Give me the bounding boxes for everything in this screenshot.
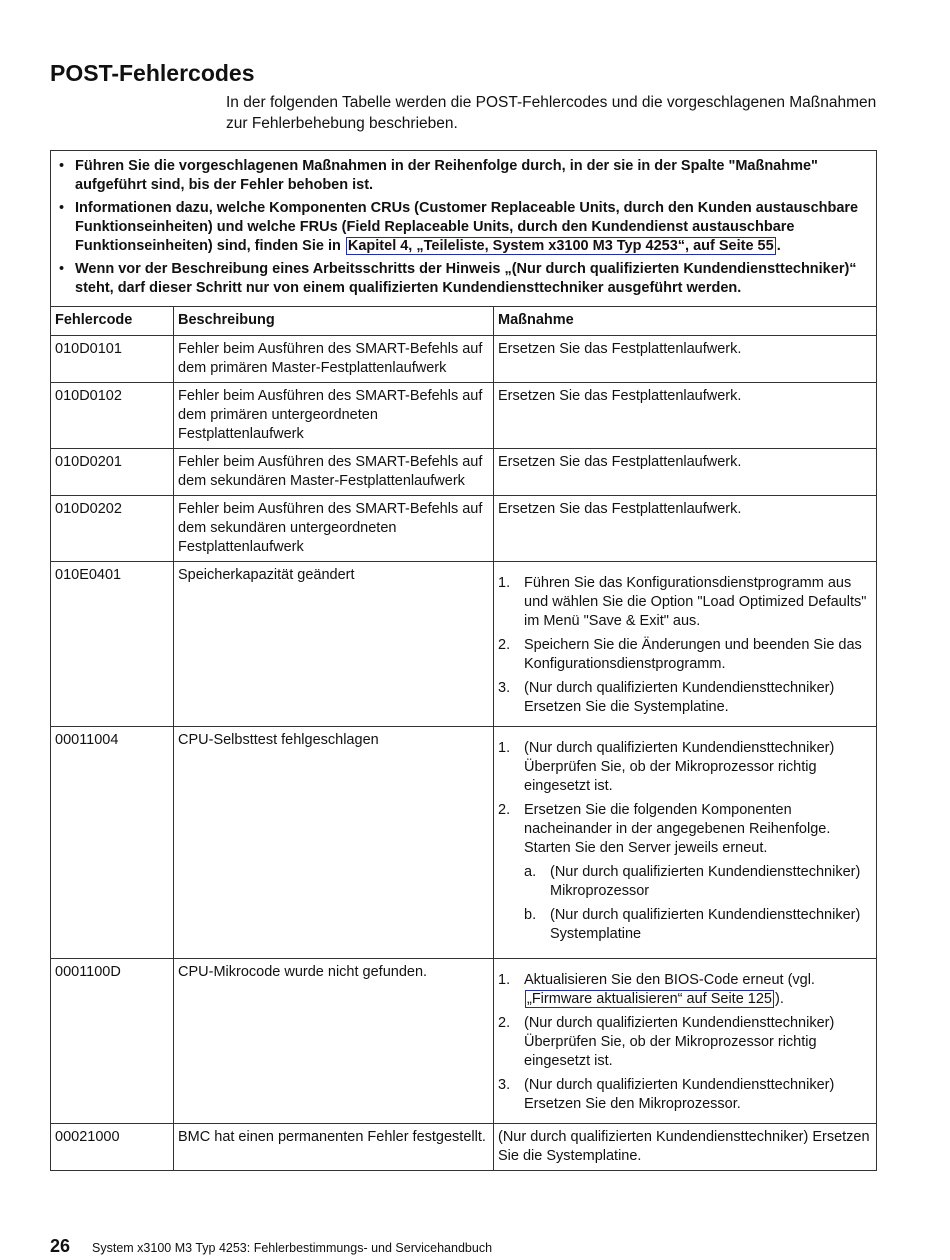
step-text-end: ).: [775, 991, 784, 1007]
table-row: [51, 562, 876, 727]
table-row: [51, 1124, 876, 1171]
error-description: Fehler beim Ausführen des SMART-Befehls auf dem sekundären untergeordneten Festplattenlaufwerk: [174, 496, 494, 562]
step-number: 2.: [498, 802, 511, 818]
error-code: 00021000: [51, 1124, 174, 1171]
sub-step-text: (Nur durch qualifizierten Kundendiensttechniker) Systemplatine: [550, 907, 861, 942]
action-steps: [498, 971, 870, 1114]
note-item: [57, 260, 868, 298]
error-action: Ersetzen Sie das Festplattenlaufwerk.: [494, 383, 877, 449]
table-row: [51, 496, 876, 562]
note-text-end: .: [776, 238, 781, 254]
action-step: [498, 636, 870, 674]
sub-step: [524, 863, 870, 901]
note-item: [57, 157, 868, 195]
error-code: 0001100D: [51, 959, 174, 1124]
action-step: [498, 679, 870, 717]
firmware-update-link[interactable]: „Firmware aktualisieren“ auf Seite 125: [527, 991, 772, 1007]
action-step: [498, 801, 870, 949]
action-step: [498, 1076, 870, 1114]
action-step: [498, 1014, 870, 1071]
action-steps: [498, 739, 870, 949]
error-code-table: [51, 306, 876, 1170]
note-text: Wenn vor der Beschreibung eines Arbeitsschritts der Hinweis „(Nur durch qualifizierten Kundendiensttechniker)“ steht, darf dieser Schritt nur von einem qualifizierten Kundendiensttechniker ausgeführt werden.: [75, 261, 857, 296]
bullet-icon: •: [59, 158, 65, 174]
note-text: [75, 199, 868, 256]
sub-step-text: (Nur durch qualifizierten Kundendiensttechniker) Mikroprozessor: [550, 864, 861, 899]
parts-list-link[interactable]: Kapitel 4, „Teileliste, System x3100 M3 Typ 4253“, auf Seite 55: [347, 238, 774, 254]
step-number: 2.: [498, 637, 511, 653]
error-description: Fehler beim Ausführen des SMART-Befehls auf dem primären untergeordneten Festplattenlaufwerk: [174, 383, 494, 449]
step-number: 2.: [498, 1015, 511, 1031]
error-description: CPU-Selbsttest fehlgeschlagen: [174, 727, 494, 959]
footer-title: System x3100 M3 Typ 4253: Fehlerbestimmungs- und Servicehandbuch: [92, 1241, 493, 1255]
header-code: Fehlercode: [51, 307, 174, 336]
sub-steps: [524, 863, 870, 944]
page-title: POST-Fehlercodes: [50, 60, 255, 86]
error-code: 010D0201: [51, 449, 174, 496]
table-row: [51, 959, 876, 1124]
page-number: 26: [50, 1236, 71, 1256]
step-text: [524, 801, 870, 949]
table-row: [51, 449, 876, 496]
step-text-main: Ersetzen Sie die folgenden Komponenten nacheinander in der angegebenen Reihenfolge. Starten Sie den Server jeweils erneut.: [524, 802, 831, 856]
error-code: 010D0102: [51, 383, 174, 449]
action-steps: [498, 574, 870, 717]
sub-step-letter: b.: [524, 907, 537, 923]
error-action: Ersetzen Sie das Festplattenlaufwerk.: [494, 336, 877, 383]
error-action: [494, 562, 877, 727]
step-number: 1.: [498, 740, 511, 756]
error-code: 010D0202: [51, 496, 174, 562]
intro-text: In der folgenden Tabelle werden die POST-Fehlercodes und die vorgeschlagenen Maßnahmen zur Fehlerbehebung beschrieben.: [226, 94, 877, 132]
bullet-icon: •: [59, 261, 65, 277]
step-number: 1.: [498, 575, 511, 591]
step-text: [524, 971, 870, 1009]
step-text-start: Aktualisieren Sie den BIOS-Code erneut (vgl.: [524, 972, 815, 988]
step-number: 3.: [498, 680, 511, 696]
step-number: 1.: [498, 972, 511, 988]
sub-step: [524, 906, 870, 944]
step-text: (Nur durch qualifizierten Kundendiensttechniker) Ersetzen Sie die Systemplatine.: [524, 680, 835, 715]
error-description: BMC hat einen permanenten Fehler festgestellt.: [174, 1124, 494, 1171]
error-action: Ersetzen Sie das Festplattenlaufwerk.: [494, 496, 877, 562]
page-footer: [50, 1236, 492, 1257]
action-step: [498, 739, 870, 796]
note-text-start: Informationen dazu, welche Komponenten CRUs (Customer Replaceable Units, durch den Kunden austauschbare Funktionseinheiten) und welche FRUs (Field Replaceable Units, durch den Kundendienst austauschbare Funktionseinheiten) sind, finden Sie in: [75, 200, 859, 254]
error-code-frame: [50, 150, 877, 1171]
action-step: [498, 971, 870, 1009]
step-text: Speichern Sie die Änderungen und beenden Sie das Konfigurationsdienstprogramm.: [524, 637, 862, 672]
step-text: (Nur durch qualifizierten Kundendiensttechniker) Überprüfen Sie, ob der Mikroprozessor richtig eingesetzt ist.: [524, 1015, 835, 1069]
step-text: (Nur durch qualifizierten Kundendiensttechniker) Überprüfen Sie, ob der Mikroprozessor richtig eingesetzt ist.: [524, 740, 835, 794]
note-item: [57, 199, 868, 256]
error-action: [494, 727, 877, 959]
error-code: 00011004: [51, 727, 174, 959]
table-row: [51, 383, 876, 449]
notes-box: [51, 151, 876, 306]
step-text: Führen Sie das Konfigurationsdienstprogramm aus und wählen Sie die Option "Load Optimized Defaults" im Menü "Save & Exit" aus.: [524, 575, 867, 629]
table-row: [51, 727, 876, 959]
step-text: (Nur durch qualifizierten Kundendiensttechniker) Ersetzen Sie den Mikroprozessor.: [524, 1077, 835, 1112]
error-description: CPU-Mikrocode wurde nicht gefunden.: [174, 959, 494, 1124]
action-step: [498, 574, 870, 631]
table-header-row: [51, 307, 876, 336]
header-description: Beschreibung: [174, 307, 494, 336]
error-code: 010D0101: [51, 336, 174, 383]
error-action: [494, 959, 877, 1124]
error-code: 010E0401: [51, 562, 174, 727]
table-row: [51, 336, 876, 383]
error-description: Fehler beim Ausführen des SMART-Befehls auf dem primären Master-Festplattenlaufwerk: [174, 336, 494, 383]
header-action: Maßnahme: [494, 307, 877, 336]
note-text: Führen Sie die vorgeschlagenen Maßnahmen in der Reihenfolge durch, in der sie in der Spalte "Maßnahme" aufgeführt sind, bis der Fehler behoben ist.: [75, 158, 818, 193]
error-description: Speicherkapazität geändert: [174, 562, 494, 727]
error-action: (Nur durch qualifizierten Kundendiensttechniker) Ersetzen Sie die Systemplatine.: [494, 1124, 877, 1171]
error-action: Ersetzen Sie das Festplattenlaufwerk.: [494, 449, 877, 496]
error-description: Fehler beim Ausführen des SMART-Befehls auf dem sekundären Master-Festplattenlaufwerk: [174, 449, 494, 496]
step-number: 3.: [498, 1077, 511, 1093]
bullet-icon: •: [59, 200, 65, 216]
sub-step-letter: a.: [524, 864, 537, 880]
